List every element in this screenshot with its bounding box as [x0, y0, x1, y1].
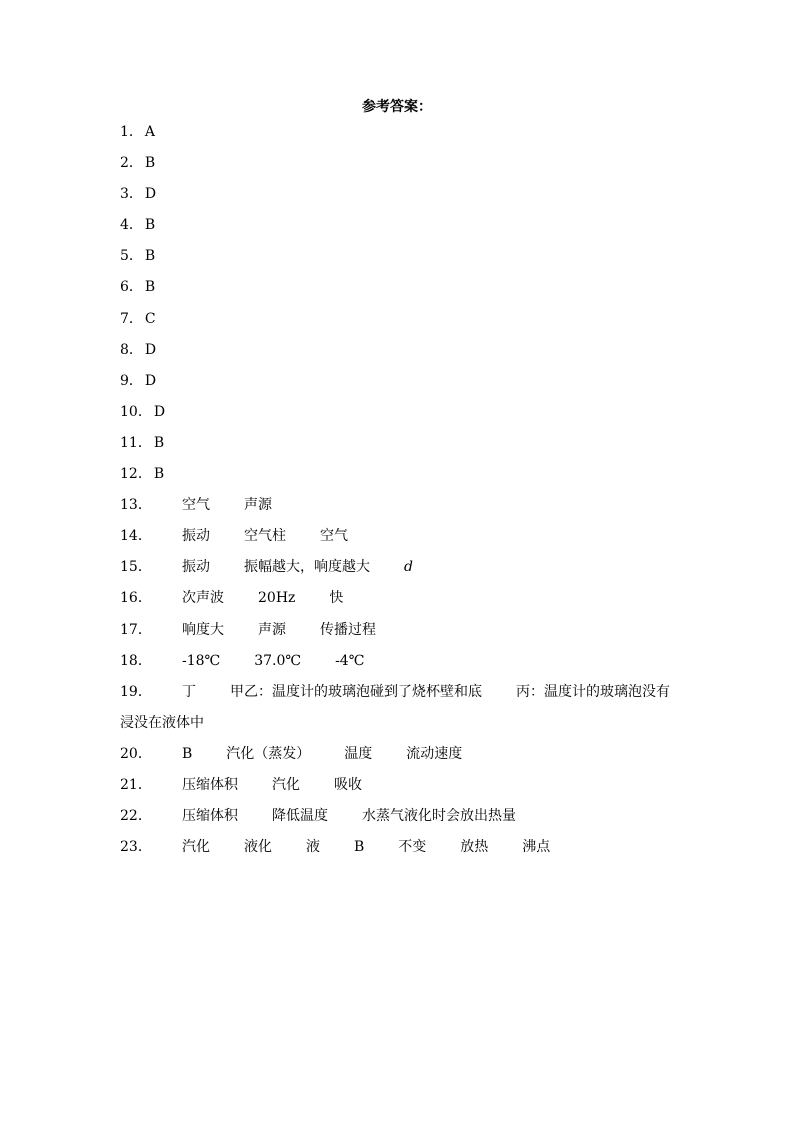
answer-blank: 液化: [244, 839, 272, 856]
answer-text: D: [144, 341, 157, 358]
answer-text: B: [144, 217, 156, 234]
question-number: 21．: [120, 776, 152, 793]
answer-blank: 振动: [182, 528, 210, 545]
answer-cells: [182, 650, 398, 672]
question-number: 4．: [120, 217, 143, 234]
question-number: 11．: [120, 434, 152, 451]
answer-blank: 液: [306, 839, 320, 856]
question-number: 10．: [120, 403, 152, 420]
answer-blank: 快: [329, 590, 344, 607]
answer-text: B: [153, 434, 165, 451]
question-number: 18．: [120, 652, 152, 669]
answer-row-11: [120, 432, 690, 463]
question-number: 14．: [120, 528, 152, 545]
question-number: 5．: [120, 248, 143, 265]
question-number: 15．: [120, 559, 152, 576]
answer-blank: 汽化: [272, 776, 300, 793]
answer-text: B: [144, 248, 156, 265]
answer-cells: [182, 681, 704, 703]
answer-continuation: 浸没在液体中: [120, 714, 204, 731]
answer-row-1: [120, 121, 690, 152]
answer-text: D: [144, 372, 157, 389]
answer-blank: 降低温度: [272, 808, 328, 825]
question-number: 9．: [120, 372, 143, 389]
answer-row-7: [120, 308, 690, 339]
answer-row-22: [120, 805, 690, 836]
question-number: 13．: [120, 497, 152, 514]
answer-blank: 振动: [182, 559, 210, 576]
answer-row-5: [120, 245, 690, 276]
answer-row-10: [120, 401, 690, 432]
answer-row-3: [120, 183, 690, 214]
answer-text: C: [144, 310, 156, 327]
answer-blank: 振幅越大，响度越大: [244, 559, 370, 576]
answer-blank: 响度大: [182, 621, 224, 638]
answer-blank: 吸收: [334, 776, 362, 793]
question-number: 3．: [120, 186, 143, 203]
answer-blank: 流动速度: [406, 745, 463, 762]
answer-blank: 汽化（蒸发）: [226, 745, 311, 762]
answer-blank: 声源: [244, 497, 272, 514]
question-number: 7．: [120, 310, 143, 327]
answer-cells: [182, 556, 447, 578]
answer-text: B: [153, 466, 165, 483]
answer-blank: B: [182, 745, 193, 762]
answer-blank: 汽化: [182, 839, 210, 856]
answer-row-13: [120, 494, 690, 525]
answer-blank: 放热: [460, 839, 489, 856]
answer-row-23: [120, 836, 690, 867]
answer-cells: [182, 525, 382, 547]
answer-blank: 20Hz: [258, 590, 296, 607]
answer-row-14: [120, 525, 690, 556]
answer-blank: 空气: [320, 528, 348, 545]
answer-cells: [182, 774, 396, 796]
answer-text: A: [144, 124, 156, 140]
answer-row-18: [120, 650, 690, 681]
question-number: 20．: [120, 745, 152, 762]
answer-row-4: [120, 214, 690, 245]
answer-row-16: [120, 587, 690, 618]
answer-cells: [182, 587, 377, 609]
answer-row-2: [120, 152, 690, 183]
answer-blank: B: [354, 839, 365, 856]
answer-blank: 空气: [182, 497, 210, 514]
answer-blank: 37.0℃: [254, 652, 302, 669]
answer-row-17: [120, 619, 690, 650]
answer-blank: d: [404, 559, 413, 576]
question-number: 17．: [120, 621, 152, 638]
answer-row-15: [120, 556, 690, 587]
question-number: 23．: [120, 839, 152, 856]
answer-blank: 不变: [398, 839, 427, 856]
answer-row-6: [120, 276, 690, 307]
answer-blank: 沸点: [522, 839, 551, 856]
answer-blank: -4℃: [335, 652, 365, 669]
answer-row-19: [120, 681, 690, 743]
answer-blank: -18℃: [182, 652, 221, 669]
answer-row-9: [120, 370, 690, 401]
answer-blank: 丁: [182, 683, 196, 700]
answer-cells: [182, 743, 496, 765]
answer-row-8: [120, 339, 690, 370]
answer-blank: 空气柱: [244, 528, 286, 545]
question-number: 19．: [120, 683, 152, 700]
answer-cells: [182, 805, 550, 827]
answer-cells: [182, 836, 584, 858]
answer-blank: 温度: [344, 745, 373, 762]
answer-row-20: [120, 743, 690, 774]
question-number: 1．: [120, 124, 143, 140]
answer-text: B: [144, 155, 156, 172]
question-number: 12．: [120, 466, 152, 483]
answer-cells: [182, 494, 306, 516]
answer-text: D: [153, 403, 166, 420]
answer-text: D: [144, 186, 157, 203]
answer-blank: 传播过程: [320, 621, 376, 638]
answer-list: [120, 121, 690, 867]
answer-blank: 次声波: [182, 590, 224, 607]
answer-row-12: [120, 463, 690, 494]
answer-row-21: [120, 774, 690, 805]
answer-blank: 丙：温度计的玻璃泡没有: [516, 683, 670, 700]
question-number: 2．: [120, 155, 143, 172]
answer-cells: [182, 619, 410, 641]
page-title: 参考答案：: [362, 99, 432, 115]
answer-blank: 压缩体积: [182, 808, 238, 825]
question-number: 16．: [120, 590, 152, 607]
answer-text: B: [144, 279, 156, 296]
question-number: 22．: [120, 808, 152, 825]
answer-blank: 压缩体积: [182, 776, 238, 793]
question-number: 6．: [120, 279, 143, 296]
answer-blank: 水蒸气液化时会放出热量: [362, 808, 516, 825]
question-number: 8．: [120, 341, 143, 358]
answer-blank: 声源: [258, 621, 286, 638]
answer-blank: 甲乙：温度计的玻璃泡碰到了烧杯壁和底: [230, 683, 482, 700]
